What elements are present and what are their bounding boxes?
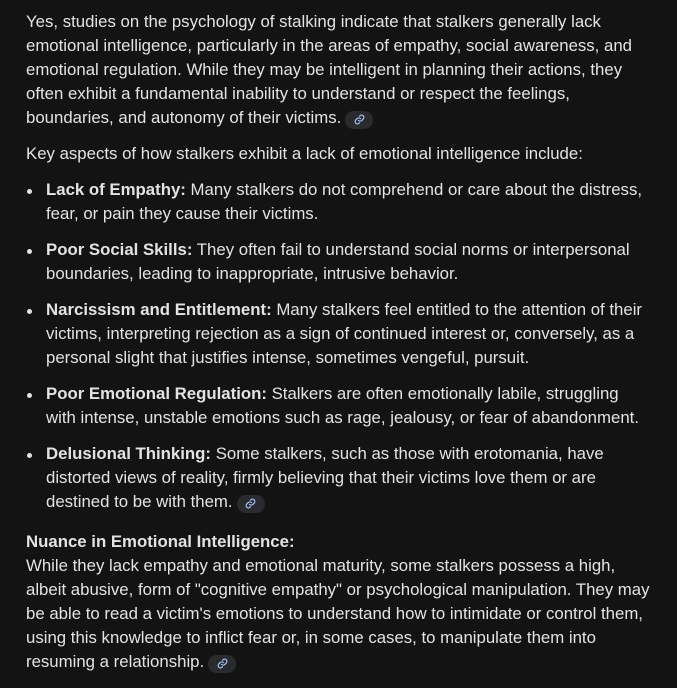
aspect-text: Some stalkers, such as those with erotomania, have distorted views of reality, firmly believing that their victims love them or are destined to be with them. [46,444,604,511]
intro-paragraph [26,10,653,130]
aspect-text: Many stalkers do not comprehend or care about the distress, fear, or pain they cause their victims. [46,180,643,223]
aspect-term: Narcissism and Entitlement: [46,300,272,319]
link-icon [217,658,228,669]
source-chip-intro[interactable] [345,111,373,129]
list-item [26,238,653,286]
nuance-section [26,530,653,674]
nuance-heading: Nuance in Emotional Intelligence: [26,532,295,551]
aspect-term: Poor Emotional Regulation: [46,384,267,403]
link-icon [245,498,256,509]
aspect-text: Many stalkers feel entitled to the attention of their victims, interpreting rejection as a sign of continued interest or, conversely, as a personal slight that justifies intense, sometimes vengeful, pursuit. [46,300,643,367]
list-item [26,382,653,430]
aspect-text: Stalkers are often emotionally labile, struggling with intense, unstable emotions such as rage, jealousy, or fear of abandonment. [46,384,639,427]
aspect-term: Delusional Thinking: [46,444,212,463]
aspects-list [26,178,653,514]
source-chip-delusional[interactable] [237,495,265,513]
list-item [26,442,653,514]
aspect-text: They often fail to understand social norms or interpersonal boundaries, leading to inappropriate, intrusive behavior. [46,240,630,283]
list-item [26,298,653,370]
nuance-text: While they lack empathy and emotional maturity, some stalkers possess a high, albeit abusive, form of "cognitive empathy" or psychological manipulation. They may be able to read a victim's emotions to understand how to intimidate or control them, using this knowledge to inflict fear or, in some cases, to manipulate them into resuming a relationship. [26,556,650,671]
aspects-lead: Key aspects of how stalkers exhibit a lack of emotional intelligence include: [26,144,583,163]
aspect-term: Poor Social Skills: [46,240,193,259]
link-icon [354,114,365,125]
intro-text: Yes, studies on the psychology of stalking indicate that stalkers generally lack emotional intelligence, particularly in the areas of empathy, social awareness, and emotional regulation. While they may be intelligent in planning their actions, they often exhibit a fundamental inability to understand or respect the feelings, boundaries, and autonomy of their victims. [26,12,633,127]
list-item [26,178,653,226]
aspect-term: Lack of Empathy: [46,180,186,199]
source-chip-nuance[interactable] [208,655,236,673]
